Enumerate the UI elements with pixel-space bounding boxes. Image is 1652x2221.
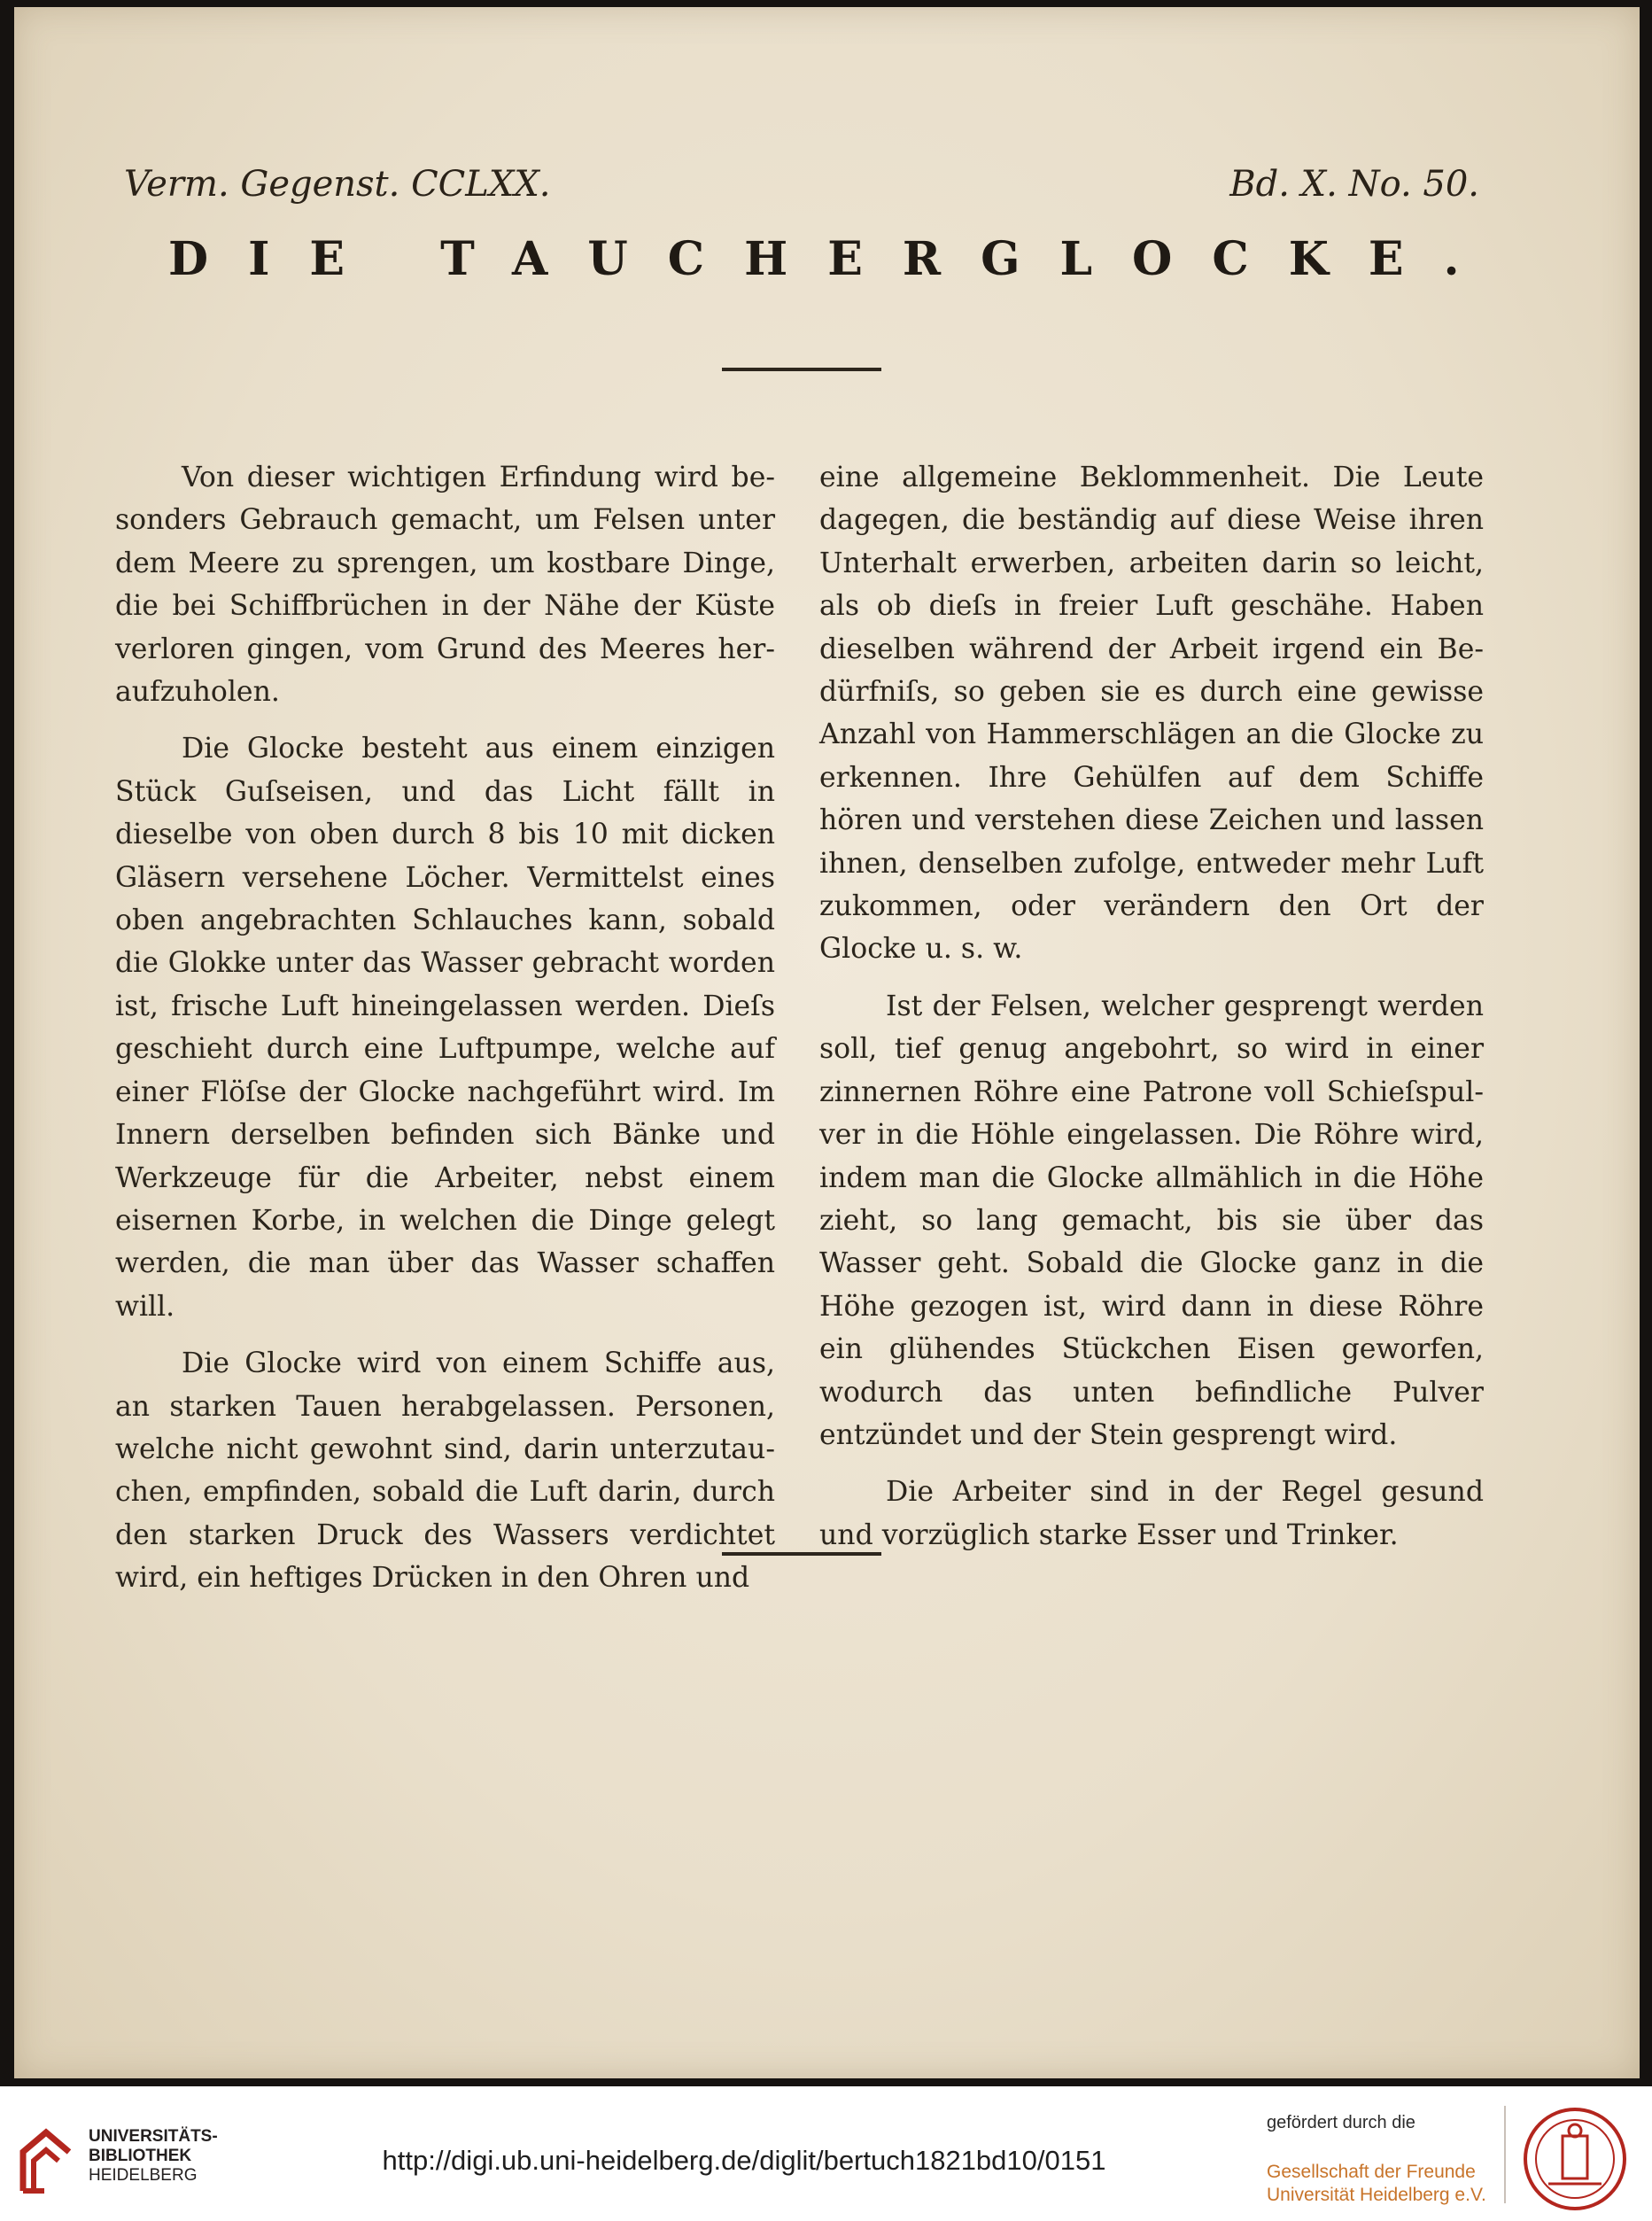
sponsor-name-line: Universität Heidelberg e.V. bbox=[1267, 2185, 1486, 2205]
library-name bbox=[89, 2127, 218, 2186]
page-title: DIE TAUCHERGLOCKE. bbox=[168, 232, 1500, 286]
running-head bbox=[0, 164, 1652, 217]
sponsor-caption: gefördert durch die bbox=[1267, 2113, 1415, 2132]
library-name-line: BIBLIOTHEK bbox=[89, 2147, 192, 2165]
sponsor-name bbox=[1267, 2161, 1486, 2207]
library-name-line: UNIVERSITÄTS- bbox=[89, 2127, 218, 2146]
running-head-section: Verm. Gegenst. CCLXX. bbox=[124, 164, 551, 205]
end-rule bbox=[722, 1552, 881, 1556]
running-head-volume: Bd. X. No. 50. bbox=[1229, 164, 1479, 205]
permalink[interactable]: http://digi.ub.uni-heidelberg.de/diglit/bertuch1821bd10/0151 bbox=[382, 2145, 1106, 2176]
paragraph: Die Arbeiter sind in der Regel gesund und vorzüglich starke Esser und Trinker. bbox=[819, 1476, 1484, 1551]
title-rule bbox=[722, 368, 881, 371]
paragraph: Die Glocke besteht aus einem einzigen Stück Guſseisen, und das Licht fällt in dieselbe von oben durch 8 bis 10 mit dicken Gläsern versehene Löcher. Vermittelst eines oben angebrachten Schlauches kann, sobald die Glokke unter das Wasser gebracht worden ist, frische Luft hineingelassen werden. Dieſs geschieht durch eine Luftpumpe, welche auf einer Flöſse der Glocke nachgeführt wird. Im Innern derselben befinden sich Bänke und Werkzeuge für die Arbeiter, nebst einem eisernen Korbe, in welchen die Dinge gelegt werden, die man über das Wasser schaffen will. bbox=[115, 733, 775, 1323]
footer-divider bbox=[1504, 2106, 1506, 2203]
paragraph: Ist der Felsen, welcher gesprengt werden soll, tief genug angebohrt, so wird in einer zinnernen Röhre eine Patrone voll Schieſspulver in die Höhle eingelassen. Die Röhre wird, indem man die Glocke allmählich in die Höhe zieht, so lang gemacht, bis sie über das Wasser geht. Sobald die Glocke ganz in die Höhe gezogen ist, wird dann in diese Röhre ein glühendes Stückchen Eisen geworfen, wodurch das unten befindliche Pulver entzündet und der Stein gesprengt wird. bbox=[819, 990, 1484, 1451]
footer-bar bbox=[0, 2086, 1652, 2221]
library-logo-icon bbox=[18, 2125, 74, 2196]
text-column-right bbox=[819, 456, 1484, 1571]
sponsor-name-line: Gesellschaft der Freunde bbox=[1267, 2162, 1476, 2182]
paragraph: Die Glocke wird von einem Schiffe aus, an starken Tauen herabgelassen. Personen, welche nicht gewohnt sind, darin unterzutauchen, empfinden, sobald die Luft darin, durch den starken Druck des Wassers verdichtet wird, ein heftiges Drücken in den Ohren und bbox=[115, 1347, 775, 1595]
university-seal-icon bbox=[1522, 2106, 1628, 2212]
text-column-left bbox=[115, 456, 775, 1614]
paragraph: Von dieser wichtigen Erfindung wird besonders Gebrauch gemacht, um Felsen unter dem Meere zu sprengen, um kostbare Dinge, die bei Schiffbrüchen in der Nähe der Küste verloren gingen, vom Grund des Meeres heraufzuholen. bbox=[115, 462, 775, 709]
library-name-line: HEIDELBERG bbox=[89, 2166, 198, 2185]
paragraph: eine allgemeine Beklommenheit. Die Leute dagegen, die beständig auf diese Weise ihren Unterhalt erwerben, arbeiten darin so leicht, als ob dieſs in freier Luft geschähe. Haben dieselben während der Arbeit irgend ein Bedürfniſs, so geben sie es durch eine gewisse Anzahl von Hammerschlägen an die Glocke zu erkennen. Ihre Gehülfen auf dem Schiffe hören und verstehen diese Zeichen und lassen ihnen, denselben zufolge, entweder mehr Luft zukommen, oder verändern den Ort der Glocke u. s. w. bbox=[819, 462, 1484, 966]
